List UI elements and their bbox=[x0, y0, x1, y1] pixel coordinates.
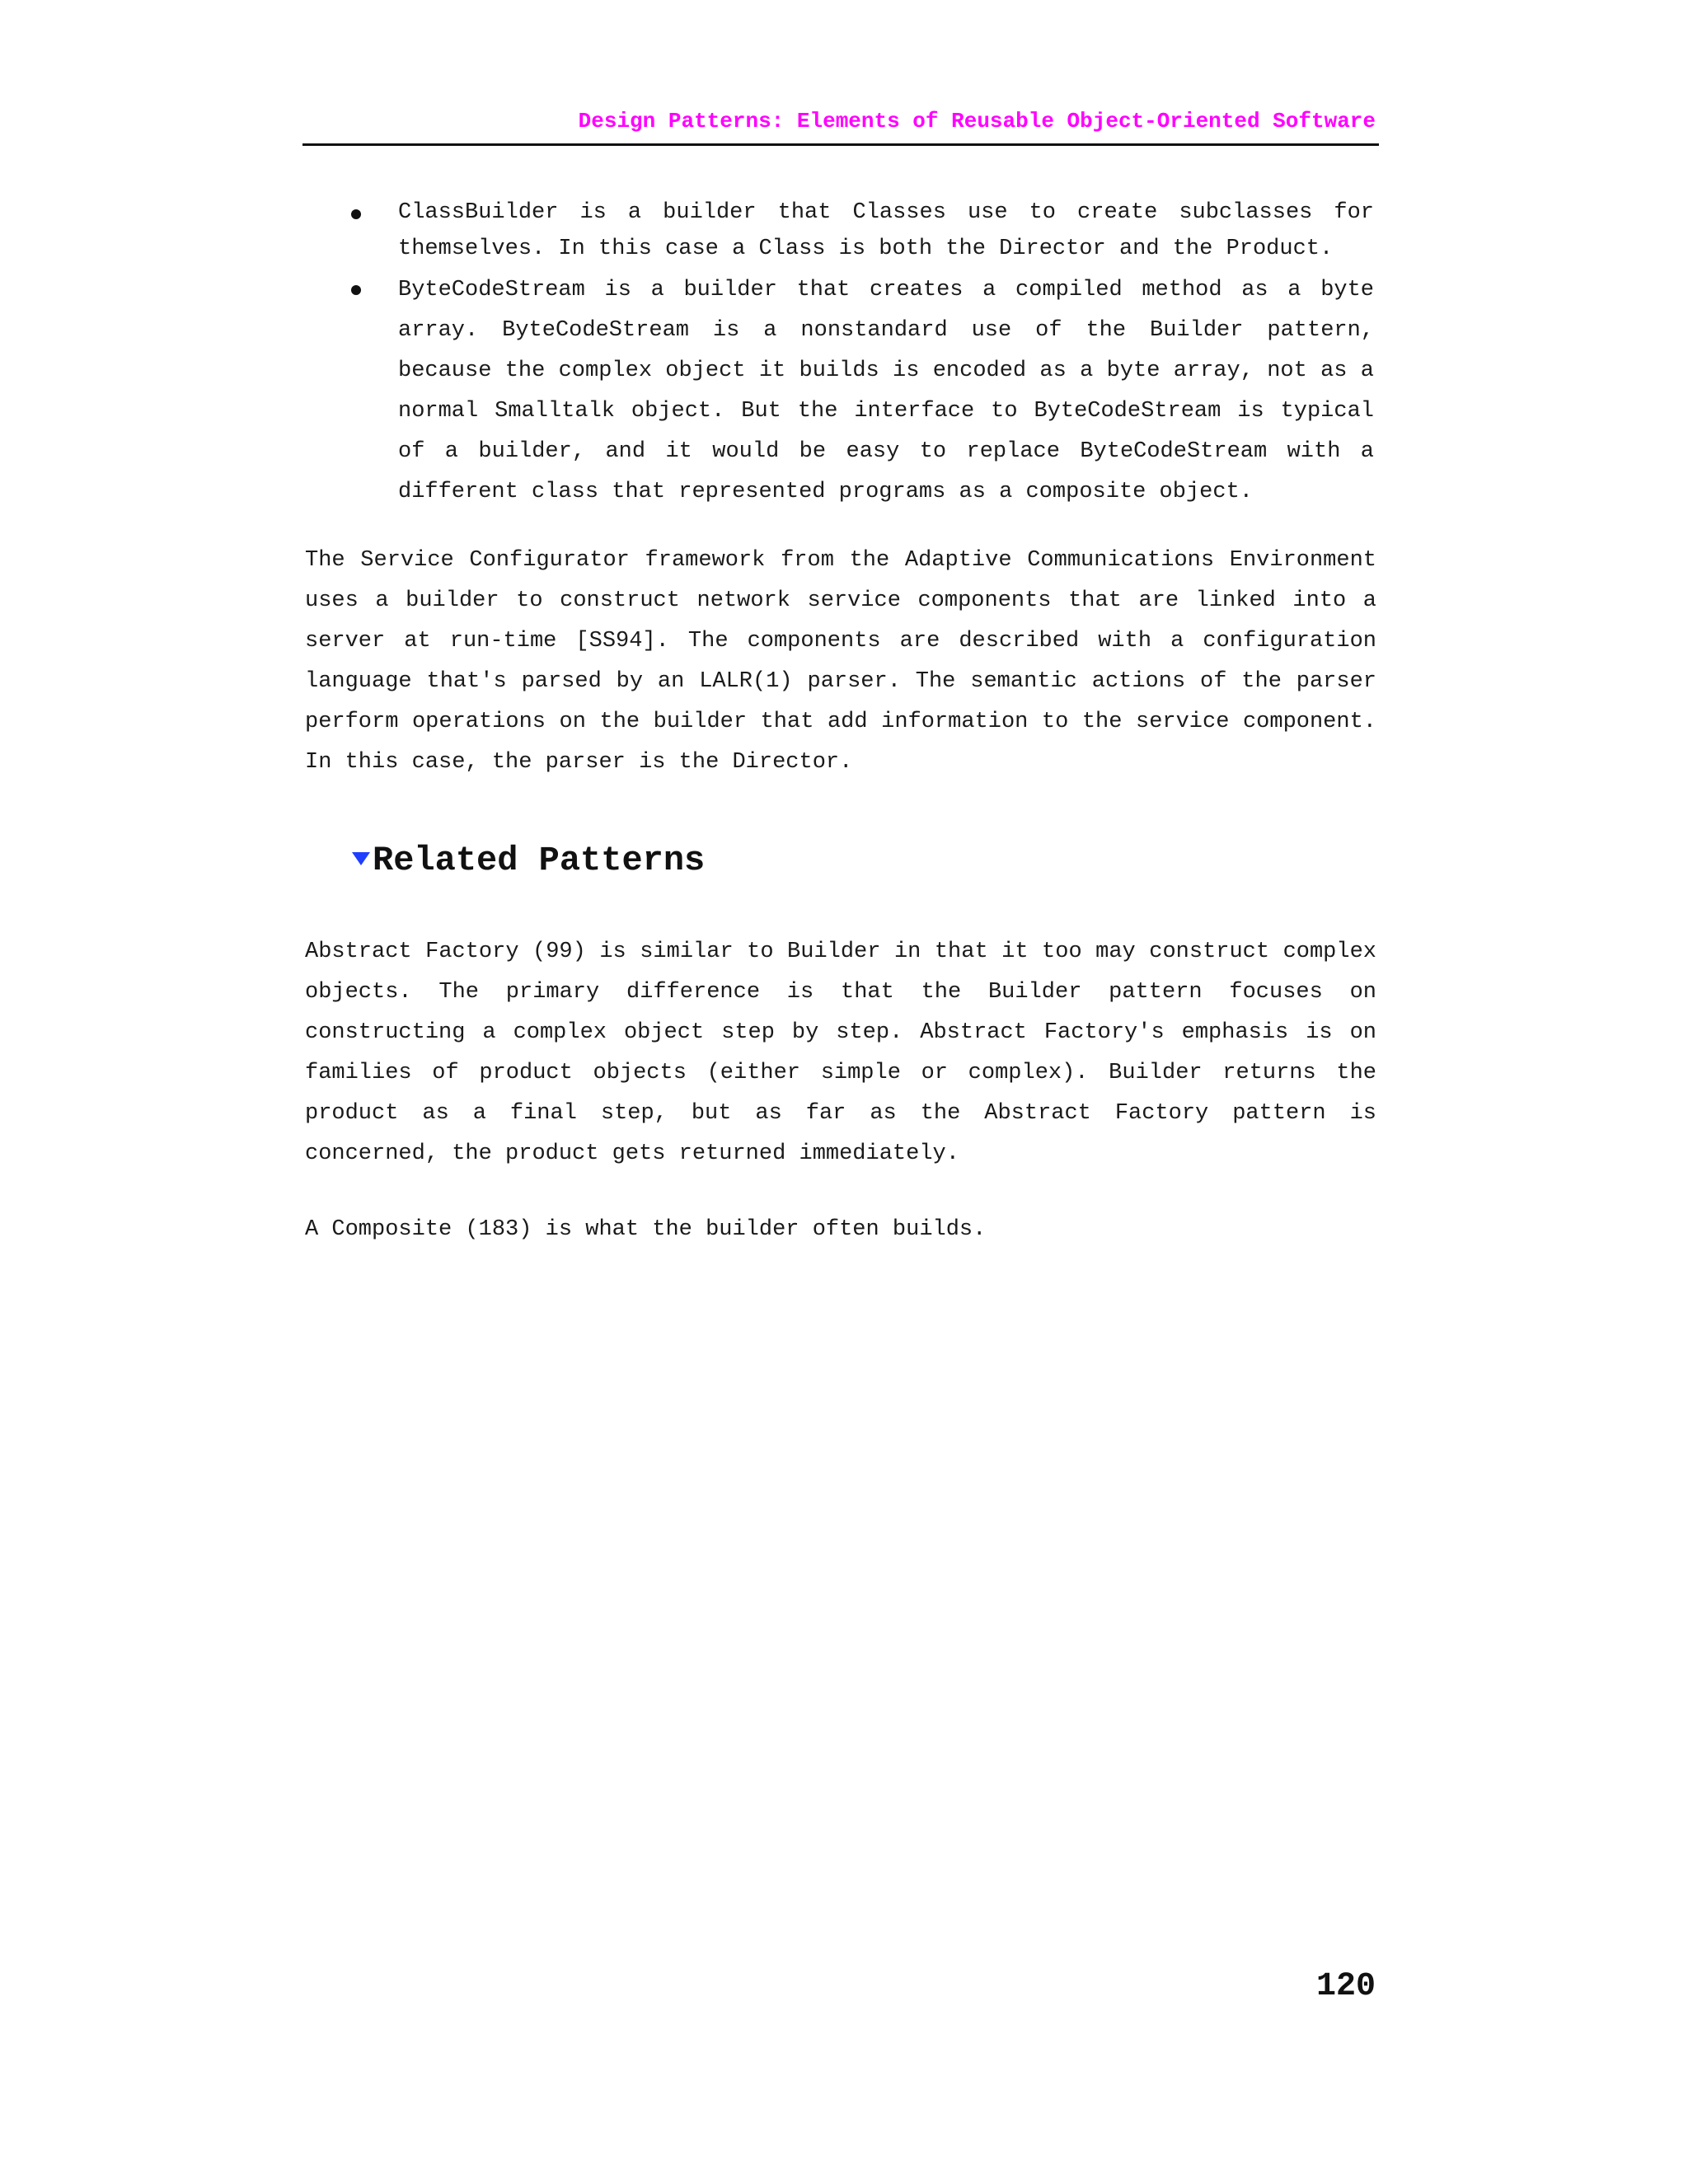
section-heading bbox=[352, 841, 705, 880]
running-header bbox=[302, 109, 1379, 146]
page-number: 120 bbox=[1315, 1968, 1376, 2005]
section-title: Related Patterns bbox=[373, 841, 706, 880]
bullet-icon bbox=[351, 285, 361, 295]
paragraph-abstract-factory: Abstract Factory (99) is similar to Builder in that it too may construct complex objects. The primary difference is that the Builder pattern focuses on constructing a complex object step by step. Abstract Factory's emphasis is on families of product objects (either simple or complex). Builder returns the product as a final step, but as far as the Abstract Factory pattern is concerned, the product gets returned immediately. bbox=[305, 940, 1376, 1166]
list-item bbox=[302, 194, 1374, 267]
list-item-text: ByteCodeStream is a builder that creates a compiled method as a byte array. ByteCodeStream is a nonstandard use of the Builder pattern, because the complex object it builds is encoded as a byte array, not as a normal Smalltalk object. But the interface to ByteCodeStream is typical of a builder, and it would be easy to replace ByteCodeStream with a different class that represented programs as a composite object. bbox=[398, 278, 1374, 504]
list-item bbox=[302, 270, 1374, 513]
document-page bbox=[302, 0, 1379, 2184]
list-item-text: ClassBuilder is a builder that Classes use to create subclasses for themselves. In this case a Class is both the Director and the Product. bbox=[398, 200, 1374, 261]
triangle-down-icon bbox=[352, 852, 370, 865]
bullet-icon bbox=[351, 209, 361, 219]
paragraph-service-configurator: The Service Configurator framework from the Adaptive Communications Environment uses a builder to construct network service components that are linked into a server at run-time [SS94]. The components are described with a configuration language that's parsed by an LALR(1) parser. The semantic actions of the parser perform operations on the builder that add information to the service component. In this case, the parser is the Director. bbox=[305, 548, 1376, 775]
running-header-title: Design Patterns: Elements of Reusable Object-Oriented Software bbox=[578, 109, 1376, 134]
bullet-list bbox=[302, 194, 1379, 513]
paragraph-composite: A Composite (183) is what the builder often builds. bbox=[305, 1217, 987, 1242]
